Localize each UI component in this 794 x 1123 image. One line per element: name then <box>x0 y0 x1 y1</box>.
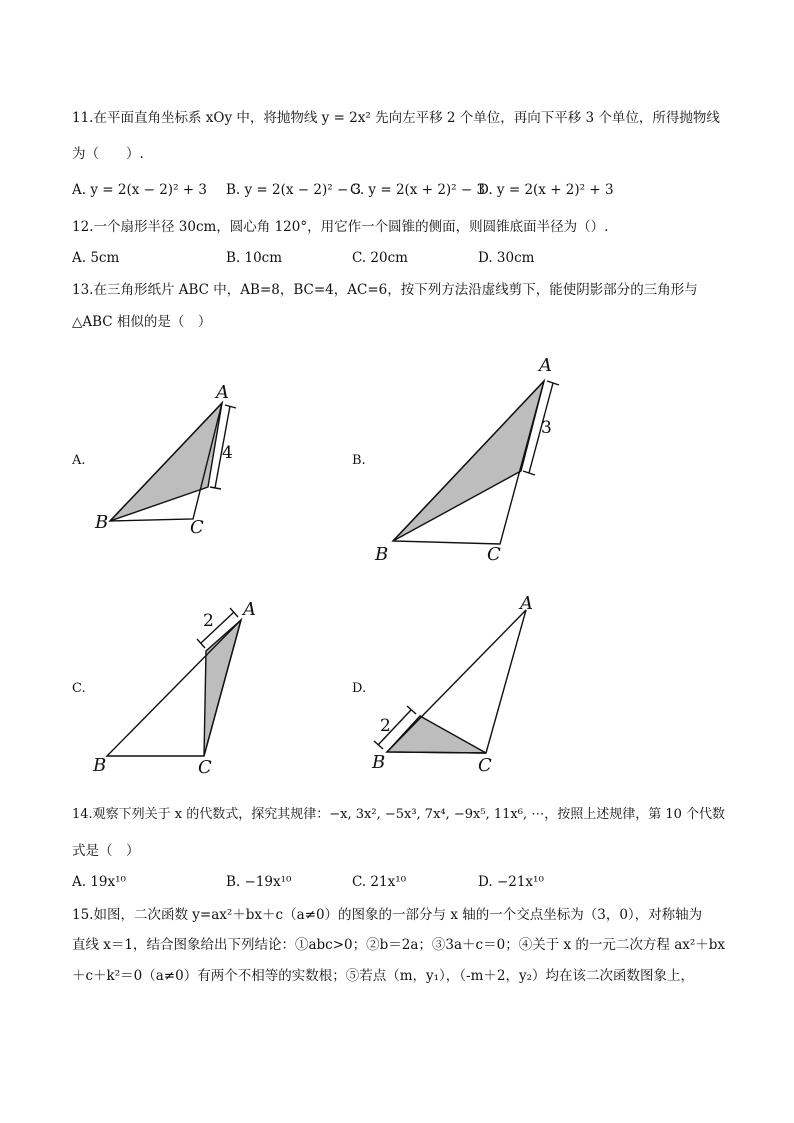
q14-stem-line2: 式是（ ） <box>72 843 140 859</box>
q13-figure-b-label: B. <box>352 453 366 468</box>
q13-figure-a <box>94 382 236 538</box>
q12-option-a: A. 5cm <box>72 250 120 266</box>
figure-c-vertex-b: B <box>93 755 107 776</box>
q15-stem-line1: 15.如图，二次函数 y=ax²＋bx＋c（a≠0）的图象的一部分与 x 轴的一个交点坐标为（3，0），对称轴为 <box>72 907 703 923</box>
figure-d-tick-bottom <box>374 741 383 749</box>
q13-figure-b <box>374 355 559 565</box>
figure-c-vertex-a: A <box>243 599 256 620</box>
q13-stem-line2: △ABC 相似的是（ ） <box>72 314 212 330</box>
figure-c-tick-top <box>230 608 238 617</box>
figure-a-vertex-b: B <box>95 512 109 533</box>
figure-b-vertex-c: C <box>487 544 501 565</box>
figure-d-vertex-c: C <box>478 755 492 776</box>
q13-stem-line1: 13.在三角形纸片 ABC 中，AB=8，BC=4，AC=6，按下列方法沿虚线剪下，能使阴影部分的三角形与 <box>72 282 698 298</box>
figure-a-vertex-a: A <box>216 382 229 403</box>
q11-stem-line1: 11.在平面直角坐标系 xOy 中，将抛物线 y = 2x² 先向左平移 2 个单位，再向下平移 3 个单位，所得抛物线 <box>72 110 720 126</box>
q14-option-c: C. 21x¹⁰ <box>352 874 407 890</box>
q13-figure-c-label: C. <box>72 681 86 696</box>
q13-figure-a-label: A. <box>72 453 86 468</box>
q15-stem-line2: 直线 x＝1，结合图象给出下列结论：①abc>0；②b＝2a；③3a＋c＝0；④关于 x 的一元二次方程 ax²＋bx <box>72 937 726 953</box>
figure-b-vertex-a: A <box>539 355 552 376</box>
q11-option-a: A. y = 2(x − 2)² + 3 <box>72 182 207 198</box>
figure-d-measure: 2 <box>380 716 391 736</box>
figure-a-tick-bottom <box>210 487 221 489</box>
figure-a-tick-top <box>225 405 236 408</box>
q15-stem-line3: ＋c＋k²＝0（a≠0）有两个不相等的实数根；⑤若点（m，y₁），（-m＋2，y₂）均在该二次函数图象上， <box>72 968 695 984</box>
q12-option-c: C. 20cm <box>352 250 408 266</box>
figure-c-measure: 2 <box>203 611 214 631</box>
figure-a-vertex-c: C <box>190 517 204 538</box>
q11-stem-line2: 为（ ）. <box>72 146 144 162</box>
q12-option-b: B. 10cm <box>226 250 283 266</box>
figure-a-measure: 4 <box>222 443 233 463</box>
q14-option-b: B. −19x¹⁰ <box>226 874 292 890</box>
q11-option-b: B. y = 2(x − 2)² − 3 <box>226 182 362 198</box>
q13-figure-d-label: D. <box>352 681 367 696</box>
q14-option-a: A. 19x¹⁰ <box>72 874 126 890</box>
figure-d-shaded-triangle <box>387 716 486 753</box>
q14-option-d: D. −21x¹⁰ <box>478 874 544 890</box>
figure-d-vertex-b: B <box>372 752 386 773</box>
figure-c-vertex-c: C <box>198 757 212 778</box>
q12-stem: 12.一个扇形半径 30cm，圆心角 120°，用它作一个圆锥的侧面，则圆锥底面半径为（）. <box>72 219 609 235</box>
figure-b-vertex-b: B <box>375 544 389 565</box>
q11-option-d: D. y = 2(x + 2)² + 3 <box>478 182 614 198</box>
figure-d-vertex-a: A <box>520 593 533 614</box>
q12-option-d: D. 30cm <box>478 250 535 266</box>
figure-b-measure: 3 <box>541 418 552 438</box>
q11-option-c: C. y = 2(x + 2)² − 3 <box>350 182 486 198</box>
figure-d-triangle-outline <box>387 610 526 753</box>
q14-stem-line1: 14.观察下列关于 x 的代数式，探究其规律：−x, 3x², −5x³, 7x⁴, −9x⁵, 11x⁶, ⋯，按照上述规律，第 10 个代数 <box>72 807 726 822</box>
q13-figure-c <box>92 599 256 778</box>
q13-figure-d <box>371 593 533 776</box>
